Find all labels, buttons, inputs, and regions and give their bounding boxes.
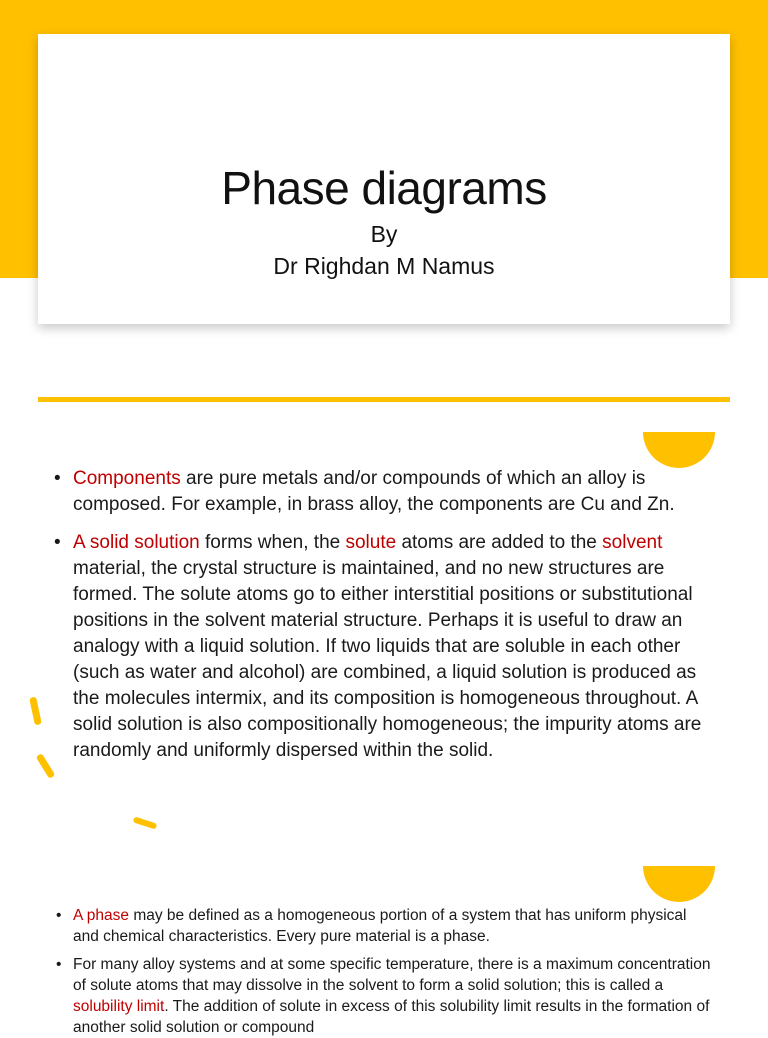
- decorative-stroke: [29, 697, 42, 726]
- decorative-stroke: [133, 816, 158, 829]
- term-solubility-limit: solubility limit: [73, 998, 165, 1015]
- term-solvent: solvent: [602, 532, 663, 553]
- bullet-text: may be defined as a homogeneous portion of a system that has uniform physical and chemical characteristics. Every pure material is a phase.: [73, 907, 687, 945]
- bullet-text: atoms are added to the: [396, 532, 603, 553]
- slide3-bullet-list: [54, 905, 714, 1038]
- term-solid-solution: A solid solution: [73, 532, 200, 553]
- slide-divider: [38, 397, 730, 402]
- bullet-components: [52, 466, 712, 518]
- bullet-solid-solution: [52, 530, 712, 764]
- bullet-dot: •: [54, 532, 61, 553]
- term-phase: A phase: [73, 907, 130, 924]
- by-label: By: [370, 221, 398, 247]
- bullet-dot: •: [56, 956, 62, 973]
- bullet-dot: •: [56, 907, 62, 924]
- decorative-half-circle: [643, 866, 715, 902]
- decorative-half-circle: [643, 432, 715, 468]
- author-name: Dr Righdan M Namus: [273, 253, 495, 279]
- bullet-phase: [54, 905, 714, 947]
- bullet-text: For many alloy systems and at some specific temperature, there is a maximum concentration of solute atoms that may dissolve in the solvent to form a solid solution; this is called a: [73, 956, 711, 994]
- term-components: Components: [73, 468, 181, 489]
- bullet-solubility-limit: [54, 954, 714, 1038]
- title-slide: [38, 34, 730, 324]
- slide2-bullet-list: [52, 466, 712, 764]
- bullet-text: forms when, the: [199, 532, 346, 553]
- bullet-text: . The addition of solute in excess of this solubility limit results in the formation of another solid solution or compound: [73, 998, 710, 1036]
- bullet-dot: •: [54, 468, 61, 489]
- bullet-text: are pure metals and/or compounds of which an alloy is composed. For example, in brass alloy, the components are Cu and Zn.: [73, 468, 675, 515]
- term-solute: solute: [345, 532, 397, 553]
- slide-title: Phase diagrams: [221, 162, 547, 214]
- bullet-text: material, the crystal structure is maintained, and no new structures are formed. The solute atoms go to either interstitial positions or substitutional positions in the solvent material structure. Perhaps it is useful to draw an analogy with a liquid solution. If two liquids that are soluble in each other (such as water and alcohol) are combined, a liquid solution is produced as the molecules intermix, and its composition is homogeneous throughout. A solid solution is also compositionally homogeneous; the impurity atoms are randomly and uniformly dispersed within the solid.: [73, 558, 702, 761]
